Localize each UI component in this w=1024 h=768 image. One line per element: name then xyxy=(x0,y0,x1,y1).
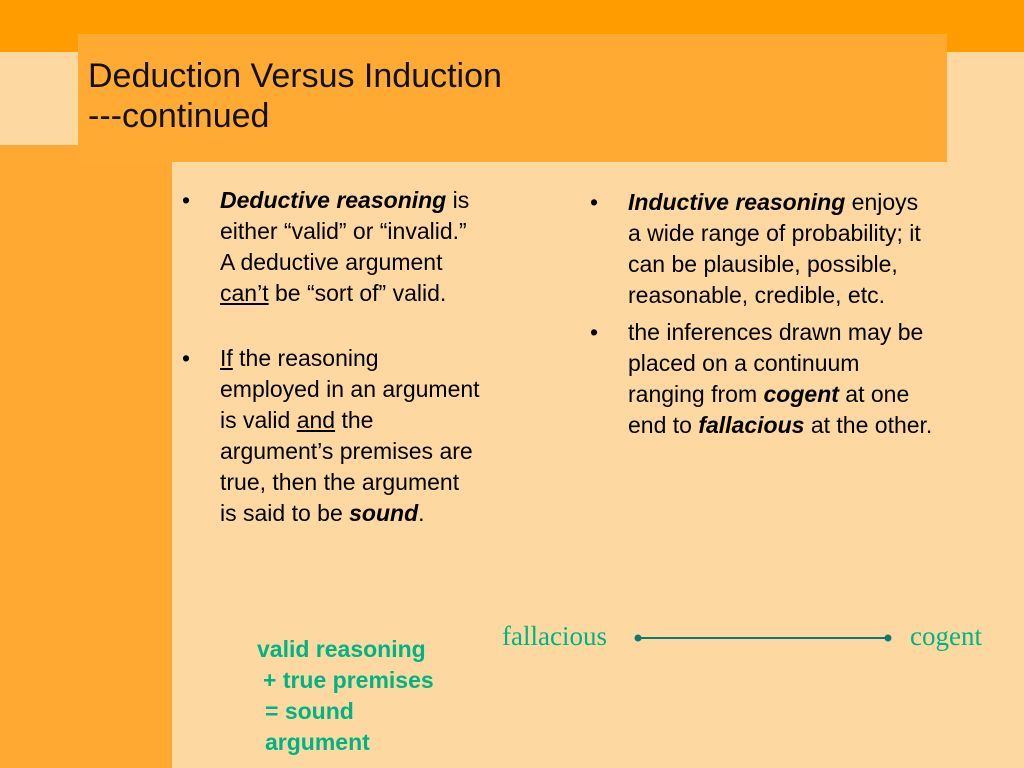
term-deductive-reasoning: Deductive reasoning xyxy=(220,187,447,213)
equation-line-3: = sound xyxy=(265,698,354,724)
text-and: and xyxy=(296,407,336,433)
equation-line-1: valid reasoning xyxy=(257,636,426,662)
slide-title xyxy=(88,56,502,136)
continuum-label-cogent: cogent xyxy=(910,621,982,651)
continuum-end-left xyxy=(635,635,642,642)
equation-line-4: argument xyxy=(265,729,370,755)
text-if: If xyxy=(220,345,233,371)
equation-line-2: + true premises xyxy=(263,667,434,693)
bullet-marker: • xyxy=(182,345,191,371)
continuum-label-fallacious: fallacious xyxy=(502,621,607,651)
bullet-continuum xyxy=(590,317,935,441)
title-line-1: Deduction Versus Induction xyxy=(88,57,502,95)
text-segment: the argument’s premises are true, then the argument is said to be xyxy=(220,407,473,526)
text-segment: at one end to xyxy=(628,381,910,438)
bullet-deductive xyxy=(182,185,482,309)
right-pale-block xyxy=(947,52,1024,162)
text-segment: is either “valid” or “invalid.” A deductive argument xyxy=(220,187,470,275)
bullet-marker: • xyxy=(590,189,599,215)
left-column xyxy=(182,185,482,529)
bullet-sound xyxy=(182,343,482,529)
term-sound: sound xyxy=(349,500,419,526)
left-strip xyxy=(0,145,172,768)
text-segment: the reasoning employed in an argument is valid xyxy=(220,345,480,433)
term-fallacious: fallacious xyxy=(698,412,805,438)
continuum-line xyxy=(632,628,894,648)
bullet-marker: • xyxy=(590,319,599,345)
text-segment: . xyxy=(418,500,425,526)
term-inductive-reasoning: Inductive reasoning xyxy=(628,189,846,215)
text-segment: enjoys a wide range of probability; it can be plausible, possible, reasonable, credible, etc. xyxy=(628,189,921,308)
text-segment: at the other. xyxy=(804,412,933,438)
left-pale-block xyxy=(0,52,78,145)
continuum-end-right xyxy=(885,635,892,642)
bullet-marker: • xyxy=(182,187,191,213)
text-cant: can’t xyxy=(220,280,269,306)
sound-argument-equation xyxy=(255,634,495,758)
text-segment: the inferences drawn may be placed on a continuum ranging from xyxy=(628,319,924,407)
title-line-2: ---continued xyxy=(88,97,270,135)
text-segment: be “sort of” valid. xyxy=(268,280,447,306)
bullet-inductive xyxy=(590,187,935,311)
term-cogent: cogent xyxy=(763,381,839,407)
right-column xyxy=(590,187,935,441)
